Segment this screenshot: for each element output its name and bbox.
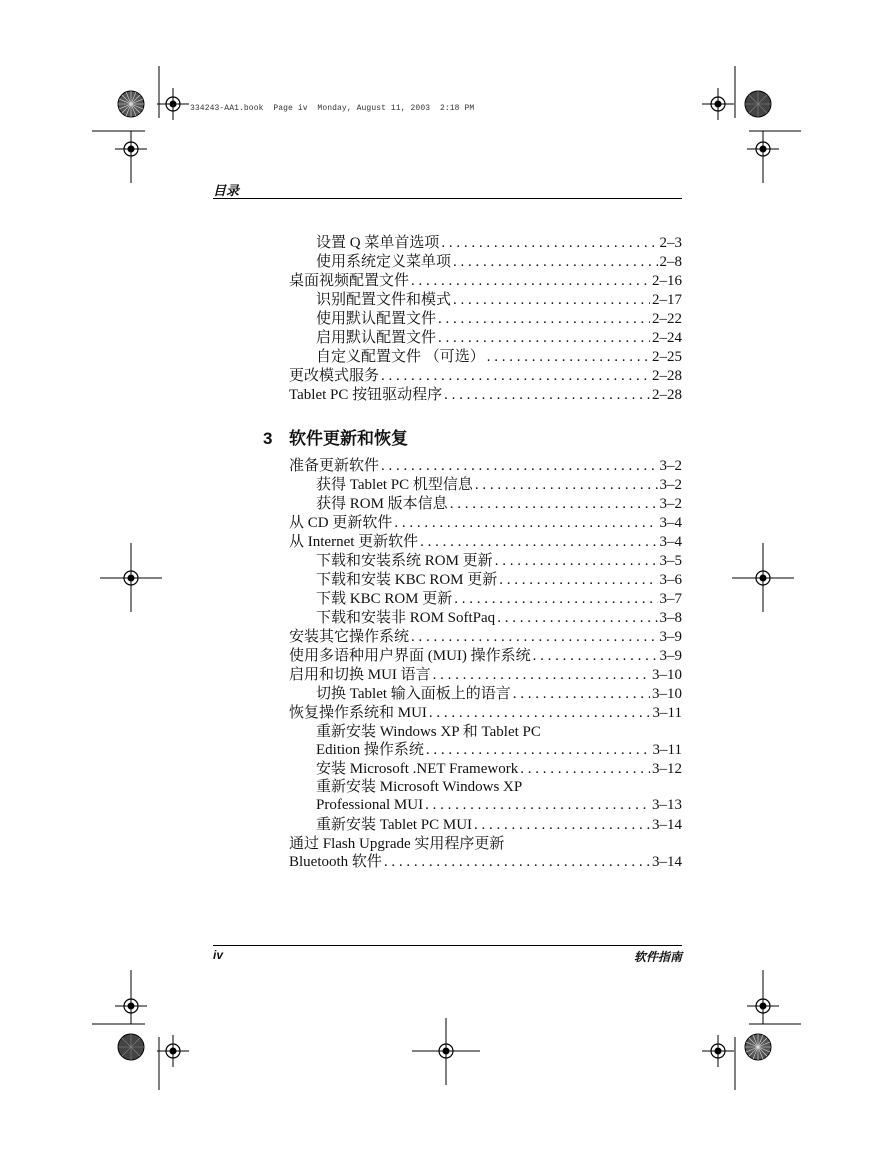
toc-entry[interactable] [316,310,682,328]
toc-label: 使用多语种用户界面 (MUI) 操作系统 [289,648,531,664]
toc-page: 3–14 [652,854,682,870]
toc-page: 2–17 [652,292,682,308]
toc-entry[interactable] [316,590,682,608]
footer-title: 软件指南 [633,950,682,964]
toc-page: 3–11 [652,742,682,758]
toc-page: 3–2 [659,458,682,474]
toc-entry[interactable] [316,816,682,834]
toc-label: 识别配置文件和模式 [316,292,452,308]
toc-label: 启用默认配置文件 [316,330,437,346]
toc-entry[interactable] [289,457,682,475]
toc-label: 从 Internet 更新软件 [289,534,419,550]
chapter-title: 软件更新和恢复 [289,429,408,448]
toc-page: 3–9 [659,629,682,645]
toc-page: 3–12 [652,761,682,777]
toc-label: Professional MUI [316,797,424,813]
chapter-heading[interactable] [263,424,408,449]
toc-label: 自定义配置文件 （可选） [316,349,485,365]
toc-label: 重新安装 Tablet PC MUI [316,817,473,833]
toc-page: 3–13 [652,797,682,813]
running-head: 目录 [213,183,240,198]
toc-entry[interactable] [316,234,682,252]
toc-label: Edition 操作系统 [316,742,424,758]
toc-page: 3–14 [652,817,682,833]
toc-entry[interactable] [316,760,682,778]
toc-label: Bluetooth 软件 [289,854,382,870]
toc-page: 2–28 [652,368,682,384]
toc-label: 更改模式服务 [289,368,380,384]
toc-entry[interactable] [289,628,682,646]
toc-label: Tablet PC 按钮驱动程序 [289,387,443,403]
toc-entry[interactable] [316,552,682,570]
toc-label: 启用和切换 MUI 语言 [289,667,431,683]
toc-page: 3–7 [659,591,682,607]
toc-entry[interactable] [289,666,682,684]
toc-page: 3–6 [659,572,682,588]
toc-page: 3–2 [659,477,682,493]
toc-entry[interactable] [289,514,682,532]
toc-page: 2–24 [652,330,682,346]
toc-page: 2–8 [659,254,682,270]
toc-page: 2–16 [652,273,682,289]
toc-entry[interactable] [316,291,682,309]
toc-page: 2–22 [652,311,682,327]
toc-entry[interactable] [316,495,682,513]
toc-entry[interactable] [316,348,682,366]
toc-page: 3–11 [652,705,682,721]
toc-label: 下载和安装非 ROM SoftPaq [316,610,496,626]
toc-label-line1[interactable]: 通过 Flash Upgrade 实用程序更新 [289,836,505,852]
toc-entry[interactable] [316,796,682,814]
toc-label: 准备更新软件 [289,458,380,474]
toc-page: 3–2 [659,496,682,512]
toc-label: 获得 ROM 版本信息 [316,496,448,512]
toc-page: 2–25 [652,349,682,365]
toc-page: 3–9 [659,648,682,664]
toc-entry[interactable] [316,329,682,347]
toc-page: 2–28 [652,387,682,403]
toc-label: 设置 Q 菜单首选项 [316,235,440,251]
toc-entry[interactable] [289,704,682,722]
toc-entry[interactable] [289,853,682,871]
footer-rule [213,945,682,946]
toc-label: 获得 Tablet PC 机型信息 [316,477,473,493]
toc-label: 下载和安装 KBC ROM 更新 [316,572,498,588]
toc-entry[interactable] [289,647,682,665]
header-rule [213,198,682,199]
toc-page: 2–3 [659,235,682,251]
toc-entry[interactable] [289,272,682,290]
toc-entry[interactable] [316,741,682,759]
toc-entry[interactable] [316,609,682,627]
toc-label: 切换 Tablet 输入面板上的语言 [316,686,511,702]
toc-label-line1[interactable]: 重新安装 Microsoft Windows XP [316,779,523,795]
toc-label: 安装其它操作系统 [289,629,410,645]
toc-label: 安装 Microsoft .NET Framework [316,761,519,777]
toc-label: 下载 KBC ROM 更新 [316,591,453,607]
chapter-number: 3 [263,429,273,448]
toc-label: 使用系统定义菜单项 [316,254,452,270]
toc-page: 3–10 [652,686,682,702]
toc-page: 3–4 [659,534,682,550]
footer-page-number: iv [213,948,224,962]
toc-label: 使用默认配置文件 [316,311,437,327]
toc-label: 下载和安装系统 ROM 更新 [316,553,493,569]
toc-label-line1[interactable]: 重新安装 Windows XP 和 Tablet PC [316,724,541,740]
toc-entry[interactable] [289,367,682,385]
toc-page: 3–5 [659,553,682,569]
toc-entry[interactable] [316,476,682,494]
toc-entry[interactable] [289,533,682,551]
toc-page: 3–8 [659,610,682,626]
toc-page: 3–4 [659,515,682,531]
print-slug: 334243-AA1.book Page iv Monday, August 11, 2003 2:18 PM [190,104,475,113]
toc-entry[interactable] [316,571,682,589]
toc-entry[interactable] [316,253,682,271]
toc-entry[interactable] [316,685,682,703]
toc-label: 恢复操作系统和 MUI [289,705,427,721]
toc-label: 桌面视频配置文件 [289,273,410,289]
toc-page: 3–10 [652,667,682,683]
toc-label: 从 CD 更新软件 [289,515,393,531]
toc-entry[interactable] [289,386,682,404]
